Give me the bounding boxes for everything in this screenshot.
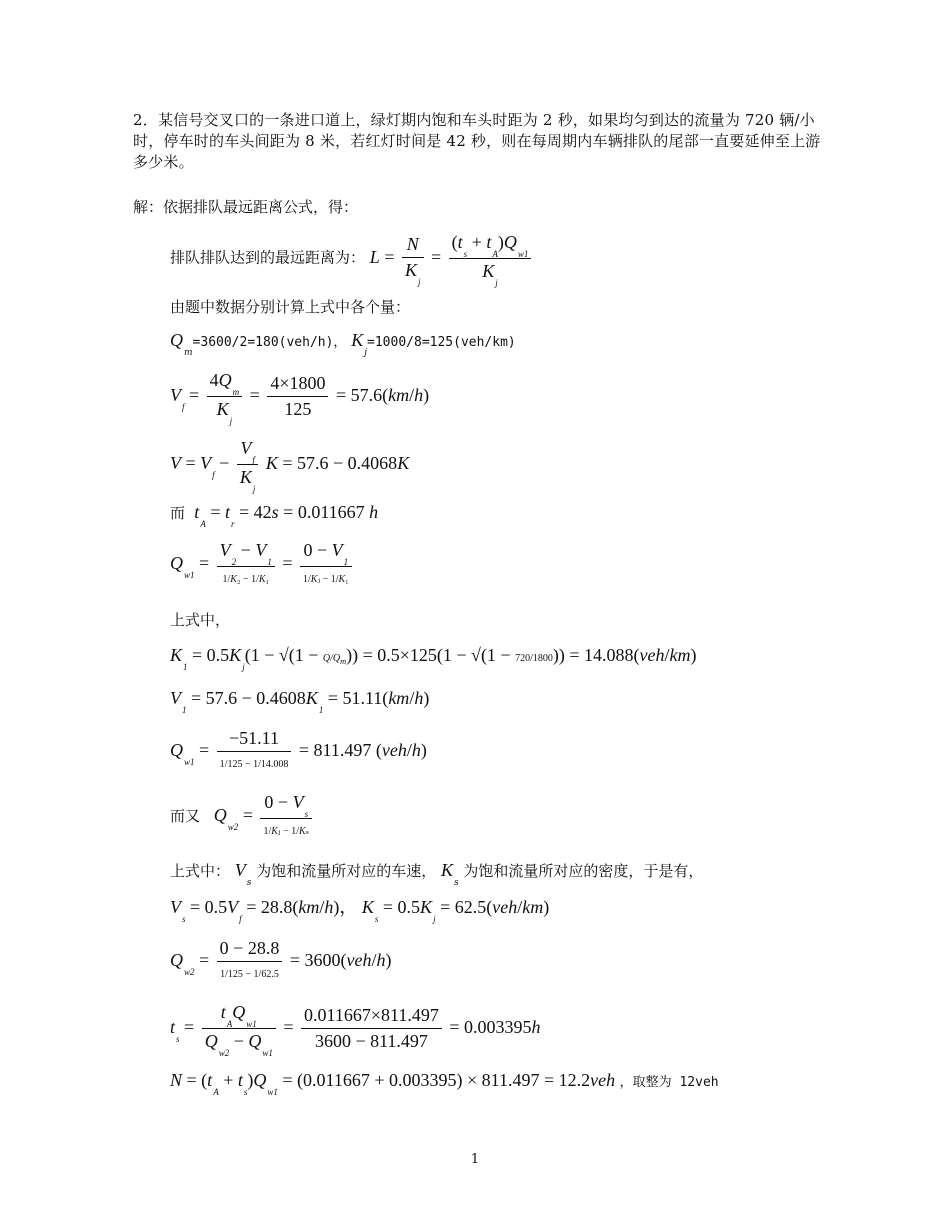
n-suffix: ，取整为 12veh	[619, 1075, 719, 1090]
compute-intro: 由题中数据分别计算上式中各个量：	[170, 298, 411, 316]
in-formula-2-c: 为饱和流量所对应的密度，于是有，	[463, 862, 704, 880]
in-formula-2: 上式中： $V_s$ 为饱和流量所对应的车速， $K_s$ 为饱和流量所对应的密度，于是有，	[170, 860, 704, 888]
qw2-value-line: $Q_{w2}$ = $\frac{0 - 28.8}{1/125 - 1/62.5}$ = 3600(veh/h)	[170, 938, 391, 985]
v1-line: $V_1 = 57.6 - 0.4608K_1 = 51.11(km/h)$	[170, 688, 430, 715]
vs-ks-line: $V_s = 0.5V_f = 28.8(km/h)$， $K_s = 0.5K_j = 62.5(veh/km)$	[170, 897, 550, 924]
page-number: 1	[470, 1152, 480, 1167]
qm-kj-line: $Q_m=3600/2=180(veh/h)$， $K_j=1000/8=125(veh/km)$	[170, 330, 516, 358]
ta-prefix: 而	[170, 504, 186, 522]
qw2-formula: 而又 $Q_{w2}$ = $\frac{0 - V_s}{\text{1/Kⱼ − 1/Kₛ}}$	[170, 792, 315, 842]
in-formula-1: 上式中，	[170, 611, 231, 629]
in-formula-2-a: 上式中：	[170, 862, 231, 880]
solution-intro: 解：依据排队最远距离公式，得：	[133, 198, 359, 216]
max-queue-label: 排队排队达到的最远距离为：	[170, 248, 366, 267]
in-formula-2-b: 为饱和流量所对应的车速，	[256, 862, 437, 880]
v-line: $V = V_f$ − $\frac{V_f}{K_j}$ K = 57.6 − 0.4068K	[170, 438, 410, 494]
ts-line: $t_s$ = $\frac{t_AQ_{w1}}{Q_{w2} - Q_{w1}}$ = $\frac{0.011667\times 811.497}{3600 - 811.497}$ = 0.003395h	[170, 1002, 541, 1058]
k1-line: $K_1 = 0.5K_j(1 - √(1 - Q/Q_m)) = 0.5\times 125(1 - √(1 - 720/1800)) = 14.088(veh/km)$	[170, 645, 697, 672]
qw1-value-line: $Q_{w1}$ = $\frac{-51.11}{1/125 - 1/14.008}$ = 811.497 (veh/h)	[170, 728, 427, 775]
qw1-formula: $Q_{w1}$ = $\frac{V_2 - V_1}{\text{1/K₂ − 1/K₁}}$ = $\frac{0 - V_1}{\text{1/Kⱼ − 1/K₁}}$	[170, 540, 355, 590]
max-queue-equation: L = $\frac{N}{K_j}$ = $\frac{(t_s + t_A)Q_{w1}}{K_j}$	[370, 247, 535, 267]
vf-line: $V_f$ = $\frac{4Q_m}{K_j}$ = $\frac{4\times 1800}{125}$ = 57.6(km/h)	[170, 370, 430, 426]
ta-line: 而 $t_A = t_r = 42s = 0.011667$ h	[170, 502, 379, 529]
n-line: $N = (t_A + t_s)Q_{w1} = (0.011667 + 0.003395) \times 811.497 = 12.2veh$ ，取整为 12veh	[170, 1070, 719, 1097]
problem-statement: 2．某信号交叉口的一条进口道上，绿灯期内饱和车头时距为 2 秒，如果均匀到达的流量为 720 辆/小时，停车时的车头间距为 8 米，若红灯时间是 42 秒，则在每周期内车辆排队的尾部一直要延伸至上游多少米。	[133, 111, 821, 171]
max-queue-formula	[170, 232, 534, 288]
qw2-prefix: 而又	[170, 807, 201, 826]
